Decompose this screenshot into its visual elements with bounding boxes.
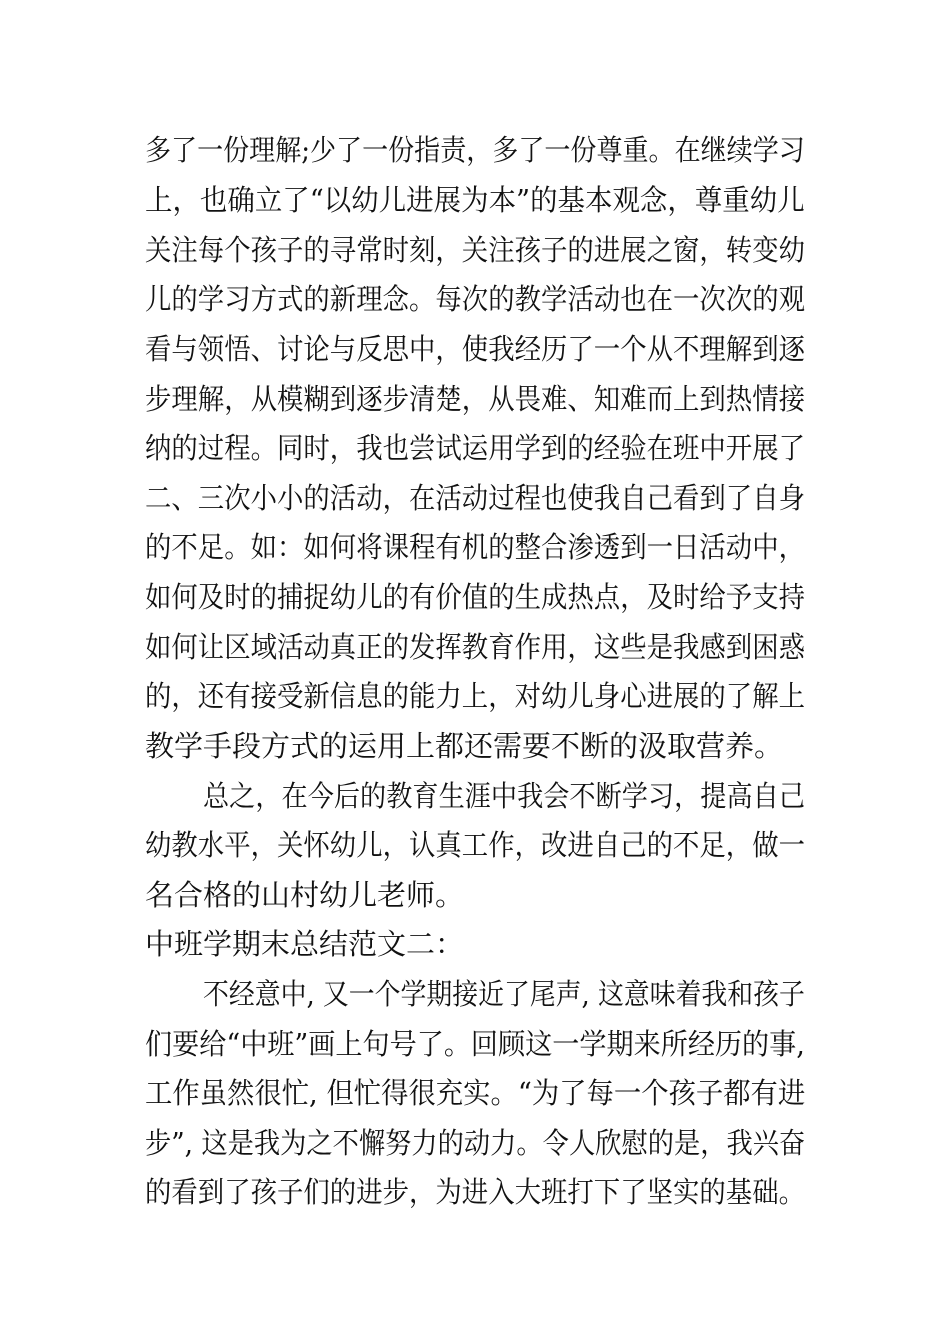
text-line: 纳的过程。同时，我也尝试运用学到的经验在班中开展了 — [145, 431, 806, 465]
text-line: 不经意中, 又一个学期接近了尾声, 这意味着我和孩子 — [203, 977, 805, 1011]
text-line: 们要给“中班”画上句号了。回顾这一学期来所经历的事, — [145, 1027, 805, 1061]
text-line: 如何及时的捕捉幼儿的有价值的生成热点，及时给予支持 — [145, 580, 806, 614]
text-line: 看与领悟、讨论与反思中，使我经历了一个从不理解到逐 — [145, 332, 806, 366]
text-line: 二、三次小小的活动，在活动过程也使我自己看到了自身 — [145, 481, 806, 515]
text-line: 多了一份理解;少了一份指责，多了一份尊重。在继续学习 — [145, 133, 805, 167]
text-line: 如何让区域活动真正的发挥教育作用，这些是我感到困惑 — [145, 630, 806, 664]
text-line: 名合格的山村幼儿老师。 — [145, 878, 465, 912]
text-line: 的看到了孩子们的进步，为进入大班打下了坚实的基础。 — [145, 1175, 806, 1209]
section-heading: 中班学期末总结范文二： — [145, 927, 465, 961]
text-line: 的不足。如：如何将课程有机的整合渗透到一日活动中， — [145, 530, 806, 564]
text-line: 步理解，从模糊到逐步清楚，从畏难、知难而上到热情接 — [145, 382, 806, 416]
text-line: 幼教水平，关怀幼儿，认真工作，改进自己的不足，做一 — [145, 828, 806, 862]
text-line: 的，还有接受新信息的能力上，对幼儿身心进展的了解上 — [145, 679, 806, 713]
text-line: 教学手段方式的运用上都还需要不断的汲取营养。 — [145, 729, 784, 763]
text-line: 儿的学习方式的新理念。每次的教学活动也在一次次的观 — [145, 282, 806, 316]
text-line: 工作虽然很忙, 但忙得很充实。“为了每一个孩子都有进 — [145, 1076, 806, 1110]
text-line: 步”, 这是我为之不懈努力的动力。令人欣慰的是，我兴奋 — [145, 1126, 806, 1160]
text-line: 上，也确立了“以幼儿进展为本”的基本观念，尊重幼儿 — [145, 183, 805, 217]
text-line: 总之，在今后的教育生涯中我会不断学习，提高自己 — [203, 779, 806, 813]
text-line: 关注每个孩子的寻常时刻，关注孩子的进展之窗，转变幼 — [145, 233, 806, 267]
